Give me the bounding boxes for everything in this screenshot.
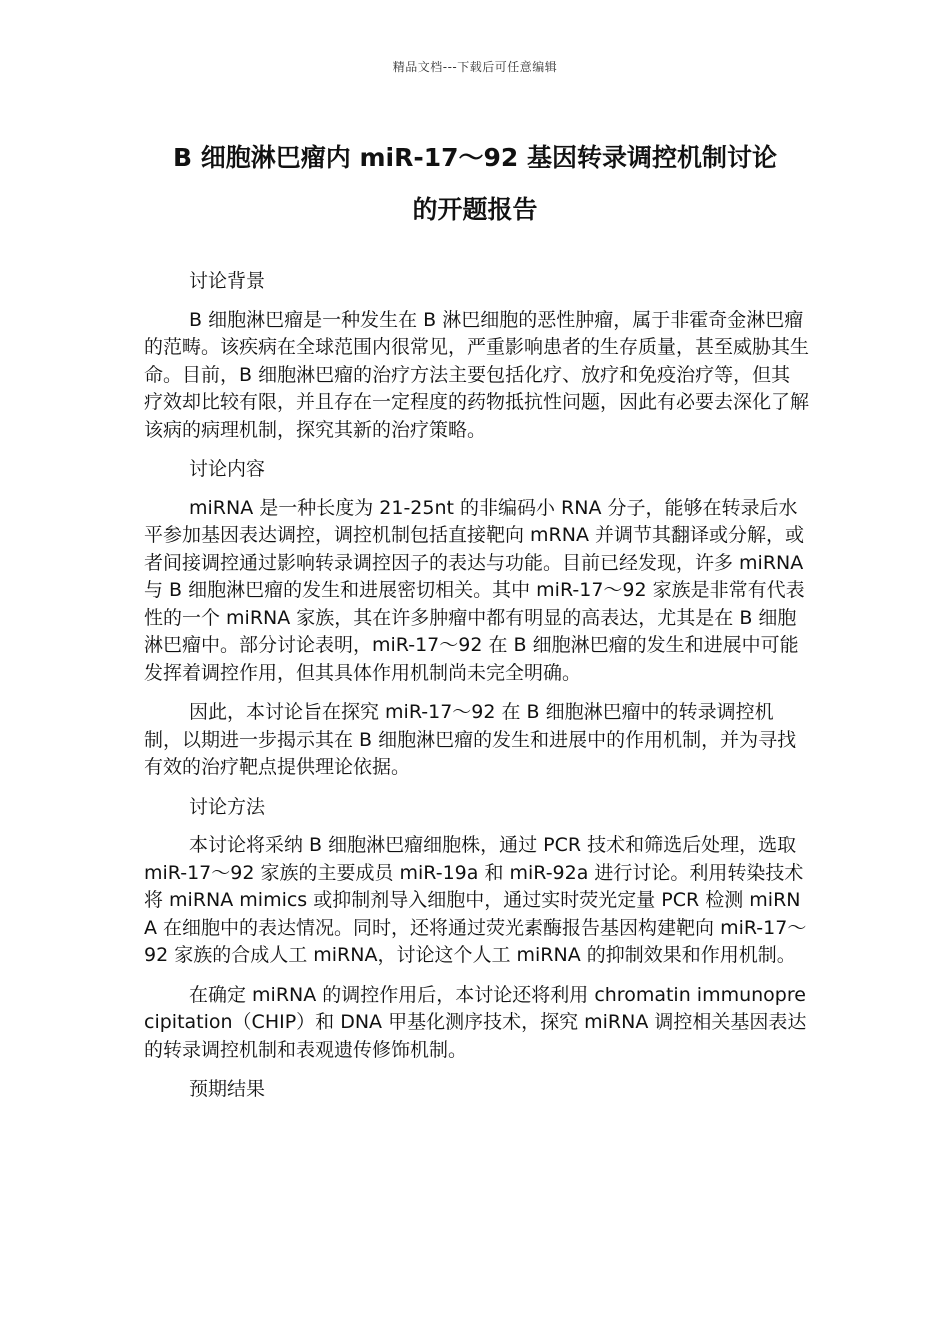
title-line-2: 的开题报告	[412, 195, 538, 224]
section-heading-results: 预期结果	[189, 1078, 266, 1100]
method-paragraph-1: 本讨论将采纳 B 细胞淋巴瘤细胞株，通过 PCR 技术和筛选后处理，选取 miR-17～92 家族的主要成员 miR-19a 和 miR-92a 进行讨论。利用转染技术将 miRNA mimics 或抑制剂导入细胞中，通过实时荧光定量 PCR 检测 miRNA 在细胞中的表达情况。同时，还将通过荧光素酶报告基因构建靶向 miR-17～92 家族的合成人工 miRNA，讨论这个人工 miRNA 的抑制效果和作用机制。	[144, 834, 807, 966]
document-title	[120, 132, 830, 236]
section-heading-background: 讨论背景	[189, 270, 266, 292]
section-heading-content: 讨论内容	[189, 458, 266, 480]
title-line-1: B 细胞淋巴瘤内 miR-17～92 基因转录调控机制讨论	[173, 143, 777, 172]
page-header: 精品文档---下载后可任意编辑	[392, 60, 558, 74]
document-body	[144, 268, 809, 1115]
section-heading-method: 讨论方法	[189, 795, 266, 818]
content-paragraph-1: miRNA 是一种长度为 21-25nt 的非编码小 RNA 分子，能够在转录后水平参加基因表达调控，调控机制包括直接靶向 mRNA 并调节其翻译或分解，或者间接调控通过影响转录调控因子的表达与功能。目前已经发现，许多 miRNA 与 B 细胞淋巴瘤的发生和进展密切相关。其中 miR-17～92 家族是非常有代表性的一个 miRNA 家族，其在许多肿瘤中都有明显的高表达，尤其是在 B 细胞淋巴瘤中。部分讨论表明，miR-17～92 在 B 细胞淋巴瘤的发生和进展中可能发挥着调控作用，但其具体作用机制尚未完全明确。	[144, 496, 805, 684]
content-paragraph-2: 因此，本讨论旨在探究 miR-17～92 在 B 细胞淋巴瘤中的转录调控机制，以期进一步揭示其在 B 细胞淋巴瘤的发生和进展中的作用机制，并为寻找有效的治疗靶点提供理论依据。	[144, 701, 797, 778]
method-paragraph-2: 在确定 miRNA 的调控作用后，本讨论还将利用 chromatin immunoprecipitation（CHIP）和 DNA 甲基化测序技术，探究 miRNA 调控相关基因表达的转录调控机制和表观遗传修饰机制。	[144, 983, 807, 1061]
background-paragraph: B 细胞淋巴瘤是一种发生在 B 淋巴细胞的恶性肿瘤，属于非霍奇金淋巴瘤的范畴。该疾病在全球范围内很常见，严重影响患者的生存质量，甚至威胁其生命。目前，B 细胞淋巴瘤的治疗方法主要包括化疗、放疗和免疫治疗等，但其疗效却比较有限，并且存在一定程度的药物抵抗性问题，因此有必要去深化了解该病的病理机制，探究其新的治疗策略。	[144, 308, 810, 441]
